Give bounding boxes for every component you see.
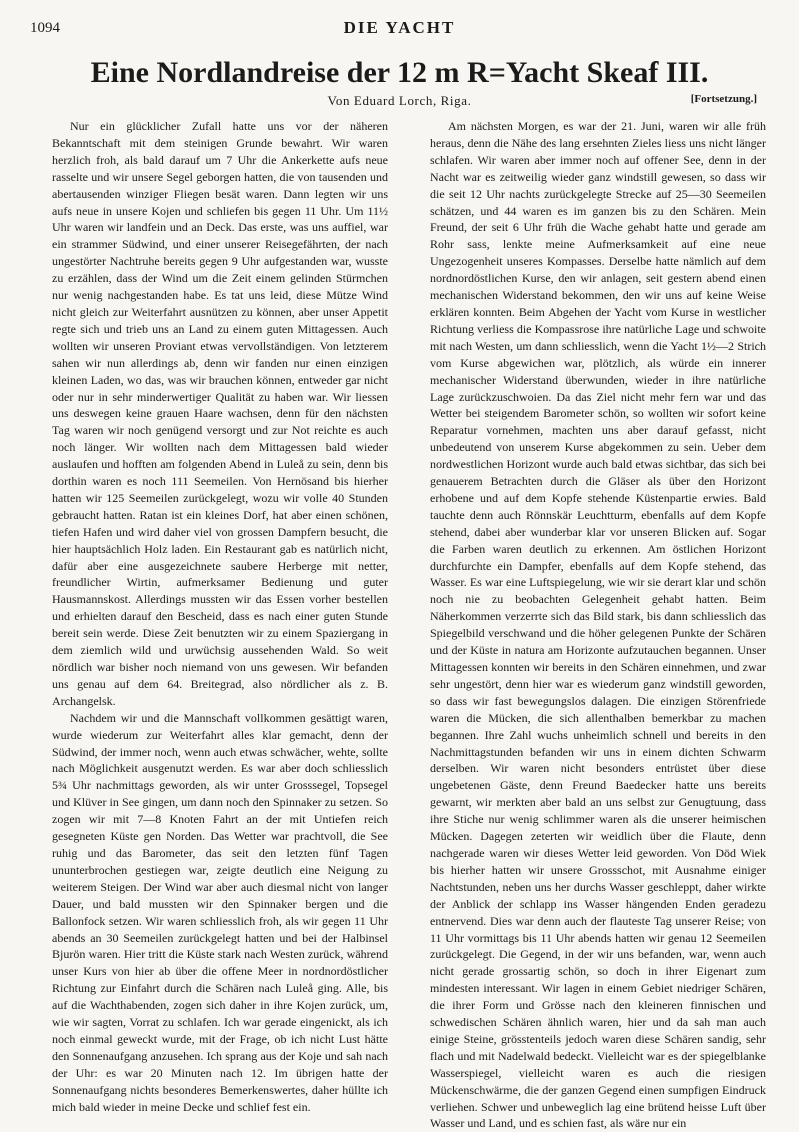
continuation-note: [Fortsetzung.] (690, 93, 757, 105)
journal-title: DIE YACHT (343, 18, 456, 37)
page-header (0, 0, 799, 44)
left-column (52, 118, 388, 1115)
article-title: Eine Nordlandreise der 12 m R=Yacht Skeaf III. (90, 56, 709, 89)
right-column (430, 118, 766, 1132)
paragraph: Am nächsten Morgen, es war der 21. Juni, waren wir alle früh heraus, denn die Nähe des lang ersehnten Zieles liess uns nicht länger schlafen. Wir waren aber immer noch auf offener See, denn in der Nacht war es zeitweilig wieder ganz windstill gewesen, so dass wir die seit 12 Uhr nachts zurückgelegte Strecke auf 25—30 Seemeilen schätzen, und 44 waren es im ganzen bis zu den Schären. Mein Freund, der seit 6 Uhr früh die Wache gehabt hatte und gerade am Rohr sass, lenkte meine Aufmerksamkeit auf eine neue Ungezogenheit unseres Kompasses. Derselbe hatte nämlich auf dem nordnordöstlichen Kurse, den wir anlagen, seit gestern abend einen mechanischen Widerstand bekommen, den wir uns auf keine Weise erklären konnten. Beim Abgehen der Yacht vom Kurse in westlicher Richtung verliess die Kompassrose ihre natürliche Lage und schwoite mit nach Westen, um dann schliesslich, wenn die Yacht 1½—2 Strich vom Kurse abgewichen war, plötzlich, als würde ein innerer mechanischer Widerstand überwunden, wieder in ihre natürliche Lage zurückzuschwoien. Da das Ziel nicht mehr fern war und das Wetter bei steigendem Barometer schön, so wollten wir sofort keine Reparatur vornehmen, machten uns aber darauf gefasst, nicht unbedeutend von unserem Kurse abgekommen zu sein. Ueber dem nordwestlichen Horizont wurde auch bald etwas sichtbar, das sich bei genauerem Betrachten durch die Gläser als über den Horizont erhobene und auf dem Kopfe stehende Küstenpartie erwies. Bald tauchte denn auch Rönnskär Leuchtturm, ebenfalls auf dem Kopfe stehend, dabei aber wunderbar klar vor unseren Blicken auf. Sogar die Farben waren deutlich zu erkennen. Am östlichen Horizont durchfurchte ein Dampfer, ebenfalls auf dem Kopfe stehend, das Wasser. Es war eine Luftspiegelung, wie wir sie derart klar und schön noch nie zu beobachten Gelegenheit gehabt hatten. Beim Näherkommen verzerrte sich das Bild stark, bis dann schliesslich das Spiegelbild verschwand und die höher gelegenen Punkte der Schären und der Küste in natura am Horizonte aufzutauchen begannen. Unser Mittagessen konnten wir bereits in den Schären einnehmen, und zwar sehr ungestört, denn hier war es wiederum ganz windstill geworden, so dass wir fast bewegungslos dalagen. Die einzigen Störenfriede waren die Mücken, die sich allenthalben bemerkbar zu machen begannen. Ihre Zahl wuchs unheimlich schnell und bereits in den Nachmittagstunden befanden wir uns in einem dichten Schwarm derselben. Wir waren nicht besonders entrüstet über diese ungebetenen Gäste, denn Freund Baedecker hatte uns bereits gewarnt, wir merkten aber bald an uns selbst zur Genugtuung, dass ihre Stiche nur wenig schlimmer waren als die unserer heimischen Mücken. Dagegen zeterten wir weidlich über die Flaute, denn nachgerade waren wir dieses Wetter leid geworden. Von Död Wiek bis hierher hatten wir unsere Grossschot, mit Ausnahme einiger Nachtstunden, neben uns her durchs Wasser geschleppt, daher wirkte der Anblick der schlapp ins Wasser hängenden Enden geradezu entnervend. Dies war denn auch der flauteste Tag unserer Reise; von 11 Uhr vormittags bis 11 Uhr abends hatten wir genau 12 Seemeilen zurückgelegt. Die Gegend, in der wir uns befanden, war, wenn auch nicht gerade grossartig schön, so doch in ihrer Eigenart zum mindesten interessant. Wir lagen in einem Gebiet niedriger Schären, die ihrer Form und Grösse nach den kleineren finnischen und schwedischen Schären ähnlich waren, hier und da sah man auch einige Steine, grösstenteils jedoch waren diese Schären sandig, sehr flach und mit Nadelwald bedeckt. Vielleicht war es der spiegelblanke Wasserspiegel, vielleicht waren es auch die riesigen Mückenschwärme, die der ganzen Gegend einen sumpfigen Eindruck verliehen. Schwer und unbeweglich lag eine brütend heisse Luft über Wasser und Land, und es schien fast, als wäre nur ein (430, 119, 766, 1131)
paragraph: Nachdem wir und die Mannschaft vollkommen gesättigt waren, wurde wiederum zur Weiterfahrt alles klar gemacht, denn der Südwind, der immer noch, wenn auch etwas schwächer, wehte, sollte nach Möglichkeit ausgenutzt werden. Es war aber doch schliesslich 5¾ Uhr nachmittags geworden, als wir unter Grosssegel, Topsegel und Klüver in See gingen, um dann noch den Spinnaker zu setzen. So zogen wir mit 7—8 Knoten Fahrt an der mit Untiefen reich gesegneten Küste gen Norden. Das Wetter war prachtvoll, die See ruhig und das Barometer, das seit den letzten fünf Tagen ununterbrochen gestiegen war, zeigte deutlich eine Neigung zu weiterem Steigen. Der Wind war aber auch diesmal nicht von langer Dauer, und bald mussten wir den Spinnaker bergen und die Ballonfock setzen. Wir waren schliesslich froh, als wir gegen 11 Uhr abends an 30 Seemeilen zurückgelegt hatten und bei der Halbinsel Bjurön waren. Hier tritt die Küste stark nach Westen zurück, während unser Kurs von hier ab über die offene Meer in nordnordöstlicher Richtung zur Einfahrt durch die Schären nach Luleå ging. Alle, bis auf die Wachthabenden, zogen sich daher in ihre Kojen zurück, um, wie wir sagten, Vorrat zu schlafen. Ich war gerade eingenickt, als ich noch einmal geweckt wurde, mit der Frage, ob ich nicht Lust hätte den Sonnenaufgang anzusehen. Ich sprang aus der Koje und sah nach der Uhr: es war 20 Minuten nach 12. Im übrigen hatte der Sonnenaufgang nichts besonderes Bemerkenswertes, daher hüllte ich mich bald wieder in meine Decke und schlief fest ein. (52, 710, 388, 1114)
article-byline: Von Eduard Lorch, Riga. (327, 93, 472, 108)
page-number: 1094 (30, 20, 60, 36)
paragraph: Nur ein glücklicher Zufall hatte uns vor der näheren Bekanntschaft mit dem steinigen Grunde bewahrt. Wir waren herzlich froh, als bald darauf um 7 Uhr die Ankerkette aufs neue rasselte und wir unsere Segel geborgen hatten, die von tausenden und abertausenden winziger Fliegen besät waren. Dann legten wir uns aufs neue in unsere Kojen und schliefen bis gegen 11 Uhr. Um 11½ Uhr waren wir landfein und an Deck. Das erste, was uns auffiel, war ein strammer Südwind, und einer unserer Reisegefährten, der nach ungestörter Nachtruhe bereits gegen 9 Uhr aufgestanden war, wusste zu erzählen, dass der Wind um die Zeit einem gelinden Stürmchen nur wenig nachgestanden habe. Es tat uns leid, diese Mütze Wind nicht gleich zur Weiterfahrt ausnützen zu können, aber unser Appetit regte sich und trieb uns an Land zu einem guten Mittagessen. Auch wollten wir unseren Proviant etwas vervollständigen. Von letzterem sahen wir nun allerdings ab, denn wir fanden nur einen einzigen kleinen Laden, wo das, was wir brauchen können, entweder gar nicht oder nur in sehr minderwertiger Qualität zu haben war. Wir liessen uns deswegen keine grauen Haare wachsen, denn für den nächsten Tag waren wir noch genügend versorgt und zur Not reichte es auch noch länger. Wir wollten nach dem Mittagessen bald wieder auslaufen und hofften am folgenden Abend in Luleå zu sein, denn bis dorthin waren es noch 111 Seemeilen. Von Hernösand bis hierher hatten wir 125 Seemeilen zurückgelegt, wozu wir volle 40 Stunden gebraucht hatten. Ratan ist ein kleines Dorf, hat aber einen schönen, tiefen Hafen und wird daher viel von grossen Dampfern besucht, die hier hauptsächlich Holz laden. Ein Restaurant gab es natürlich nicht, dafür aber eine ausgezeichnete saubere Herberge mit netter, freundlicher Wirtin, aufmerksamer Bedienung und guter Hausmannskost. Allerdings mussten wir das Essen vorher bestellen und erhielten darauf den Bescheid, dass es nach einer guten Stunde bereit sein werde. Diese Zeit benutzten wir zu einem Spaziergang in dem ziemlich wild und urwüchsig aussehenden Wald. So weit nördlich war bisher noch niemand von uns gewesen. Wir befanden uns genau auf dem 64. Breitegrad, also nördlicher als z. B. Archangelsk. (52, 119, 388, 708)
